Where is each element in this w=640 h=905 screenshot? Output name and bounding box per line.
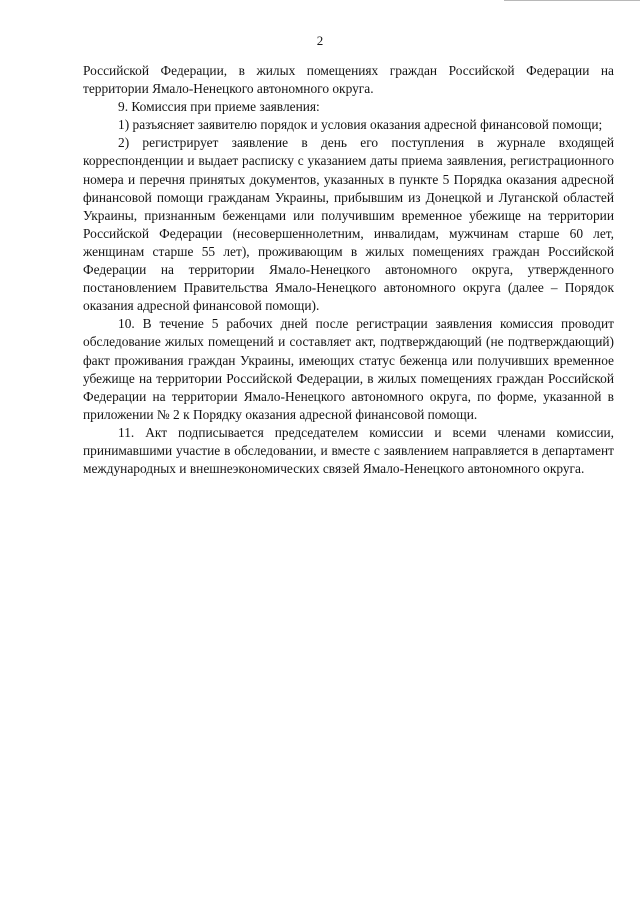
page-number: 2 [316,33,324,48]
paragraph-item-10: 10. В течение 5 рабочих дней после регистрации заявления комиссия проводит обследование жилых помещений и составляет акт, подтверждающий (не подтверждающий) факт проживания граждан Украины, имеющих статус беженца или получивших временное убежище на территории Российской Федерации, в жилых помещениях граждан Российской Федерации на территории Ямало-Ненецкого автономного округа, по форме, указанной в приложении № 2 к Порядку оказания адресной финансовой помощи. [83,316,614,422]
paragraph-subitem-2: 2) регистрирует заявление в день его поступления в журнале входящей корреспонденции и выдает расписку с указанием даты приема заявления, регистрационного номера и перечня принятых документов, указанных в пункте 5 Порядка оказания адресной финансовой помощи гражданам Украины, прибывшим из Донецкой и Луганской областей Украины, признанным беженцами или получившим временное убежище на территории Российской Федерации (несовершеннолетним, инвалидам, мужчинам старше 60 лет, женщинам старше 55 лет), проживающим в жилых помещениях граждан Российской Федерации на территории Ямало-Ненецкого автономного округа, утвержденного постановлением Правительства Ямало-Ненецкого автономного округа (далее – Порядок оказания адресной финансовой помощи). [83,135,614,314]
paragraph-continuation: Российской Федерации, в жилых помещениях граждан Российской Федерации на территории Ямало-Ненецкого автономного округа. [83,63,614,97]
document-body [83,62,614,478]
paragraph-item-9: 9. Комиссия при приеме заявления: [118,99,320,115]
scan-edge-line [504,0,640,1]
paragraph-subitem-1: 1) разъясняет заявителю порядок и условия оказания адресной финансовой помощи; [118,117,603,133]
paragraph-item-11: 11. Акт подписывается председателем комиссии и всеми членами комиссии, принимавшими участие в обследовании, и вместе с заявлением направляется в департамент международных и внешнеэкономических связей Ямало-Ненецкого автономного округа. [83,424,614,477]
